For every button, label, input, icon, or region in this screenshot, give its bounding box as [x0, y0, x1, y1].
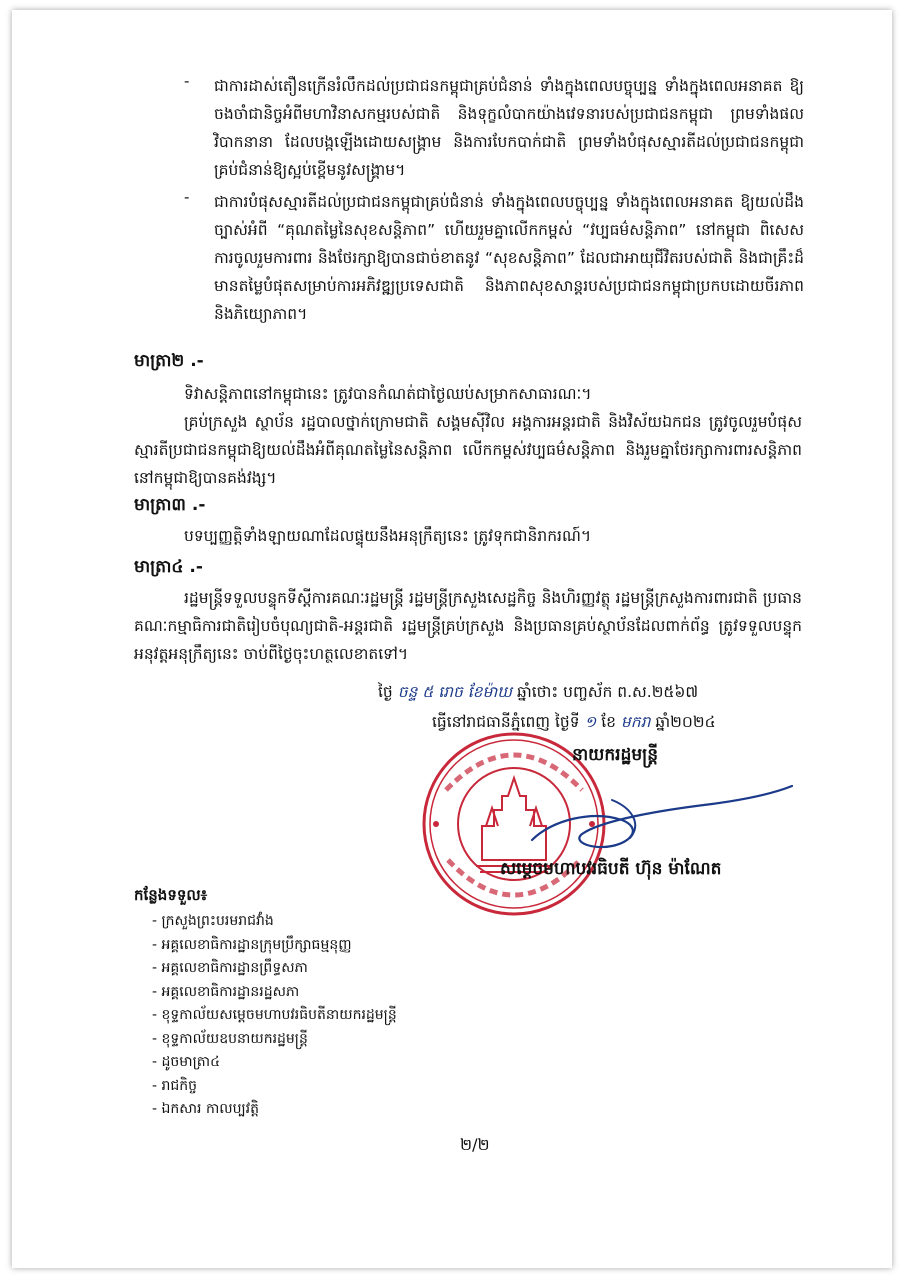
article-2-heading: មាត្រា២ .-: [134, 351, 204, 371]
bullet-item-1: [184, 72, 804, 184]
lunar-date-handwritten: ចន្ទ ៥ រោច ខែម៉ាឃ: [397, 683, 513, 701]
lunar-date-prefix: ថ្ងៃ: [378, 683, 393, 701]
list-item: - អគ្គលេខាធិការដ្ឋានព្រឹទ្ធសភា: [152, 960, 308, 976]
signature-icon: [512, 780, 802, 870]
article-2-paragraph-2: គ្រប់ក្រសួង ស្ថាប័ន រដ្ឋបាលថ្នាក់ក្រោមជាតិ សង្គមស៊ីវិល អង្គការអន្តរជាតិ និងវិស័យឯកជន ត្រូវចូលរួមបំផុសស្មារតីប្រជាជនកម្ពុជាឱ្យយល់ដឹងអំពីគុណតម្លៃនៃសន្តិភាព លើកកម្ពស់វប្បធម៌សន្តិភាព និងរួមគ្នាថែរក្សាការពារសន្តិភាពនៅកម្ពុជាឱ្យបានគង់វង្ស។: [134, 413, 802, 487]
article-2-paragraph-1: ទិវាសន្តិភាពនៅកម្ពុជានេះ ត្រូវបានកំណត់ជាថ្ងៃឈប់សម្រាកសាធារណៈ។: [184, 385, 592, 403]
bullet-item-2: [184, 188, 804, 328]
article-3-heading: មាត្រា៣ .-: [134, 495, 206, 515]
signing-month-handwritten: មករា: [620, 713, 651, 731]
signer-title: នាយករដ្ឋមន្ត្រី: [572, 745, 658, 765]
bullet-text: ជាការបំផុសស្មារតីដល់ប្រជាជនកម្ពុជាគ្រប់ជំនាន់ ទាំងក្នុងពេលបច្ចុប្បន្ន ទាំងក្នុងពេលអនាគត ឱ្យយល់ដឹងច្បាស់អំពី “គុណតម្លៃនៃសុខសន្តិភាព” ហើយរួមគ្នាលើកកម្ពស់ “វប្បធម៌សន្តិភាព” នៅកម្ពុជា ពិសេស ការចូលរួមការពារ និងថែរក្សាឱ្យបានជាច់ខាតនូវ “សុខសន្តិភាព” ដែលជាអាយុជីវិតរបស់ជាតិ និងជាគ្រឹះដ៏មានតម្លៃបំផុតសម្រាប់ការអភិវឌ្ឍប្រទេសជាតិ និងភាពសុខសាន្តរបស់ប្រជាជនកម្ពុជាប្រកបដោយចីរភាព និងភិយ្យោភាព។: [214, 193, 804, 323]
recipients-list: [152, 910, 397, 1122]
bullet-dash: -: [184, 72, 190, 90]
page-number: ២/២: [460, 1135, 490, 1154]
document-content: [12, 10, 892, 1268]
article-3-paragraph: បទប្បញ្ញត្តិទាំងឡាយណាដែលផ្ទុយនឹងអនុក្រឹត្យនេះ ត្រូវទុកជានិរាករណ៍។: [184, 527, 592, 545]
list-item: - អគ្គលេខាធិការដ្ឋានរដ្ឋសភា: [152, 983, 300, 1000]
list-item: - ខុទ្ទកាល័យឧបនាយករដ្ឋមន្ត្រី: [152, 1030, 308, 1047]
article-4-paragraph: រដ្ឋមន្ត្រីទទួលបន្ទុកទីស្តីការគណៈរដ្ឋមន្ត្រី រដ្ឋមន្ត្រីក្រសួងសេដ្ឋកិច្ច និងហិរញ្ញវត្ថុ រដ្ឋមន្ត្រីក្រសួងការពារជាតិ ប្រធានគណៈកម្មាធិការជាតិរៀបចំបុណ្យជាតិ-អន្តរជាតិ រដ្ឋមន្ត្រីគ្រប់ក្រសួង និងប្រធានគ្រប់ស្ថាប័នដែលពាក់ព័ន្ធ ត្រូវទទួលបន្ទុកអនុវត្តអនុក្រឹត្យនេះ ចាប់ពីថ្ងៃចុះហត្ថលេខាតទៅ។: [134, 589, 802, 663]
list-item: - អគ្គលេខាធិការដ្ឋានក្រុមប្រឹក្សាធម្មនុញ្ញ: [152, 936, 352, 953]
signing-year: ឆ្នាំ២០២៤: [655, 713, 716, 731]
lunar-date-line: [378, 682, 698, 705]
signing-day-handwritten: ១: [584, 713, 597, 731]
article-4-heading: មាត្រា៤ .-: [134, 557, 203, 577]
signer-name: សម្តេចមហាបវរធិបតី ហ៊ុន ម៉ាណែត: [500, 859, 722, 879]
list-item: - រាជកិច្ច: [152, 1077, 198, 1094]
bullet-text: ជាការដាស់តឿនក្រើនរំលឹកដល់ប្រជាជនកម្ពុជាគ្រប់ជំនាន់ ទាំងក្នុងពេលបច្ចុប្បន្ន ទាំងក្នុងពេលអនាគត ឱ្យចងចាំជានិច្ចអំពីមហាវិនាសកម្មរបស់ជាតិ និងទុក្ខលំបាកយ៉ាងវេទនារបស់ប្រជាជនកម្ពុជា ព្រមទាំងផលវិបាកនានា ដែលបង្កឡើងដោយសង្គ្រាម និងការបែកបាក់ជាតិ ព្រមទាំងបំផុសស្មារតីដល់ប្រជាជនកម្ពុជាគ្រប់ជំនាន់ឱ្យស្អប់ខ្ពើមនូវសង្គ្រាម។: [214, 77, 804, 179]
list-item: - ដូចមាត្រា៤: [152, 1054, 221, 1070]
signing-place: ធ្វើនៅរាជធានីភ្នំពេញ ថ្ងៃទី: [432, 713, 580, 731]
list-item: - ក្រសួងព្រះបរមរាជវាំង: [152, 913, 274, 929]
lunar-date-suffix: ឆ្នាំថោះ បញ្ចស័ក ព.ស.២៥៦៧: [516, 683, 699, 701]
recipients-heading: កន្លែងទទួល៖: [134, 886, 208, 904]
list-item: - ឯកសារ កាលប្បវត្តិ: [152, 1101, 259, 1117]
signing-month-prefix: ខែ: [601, 713, 616, 731]
list-item: - ខុទ្ទកាល័យសម្តេចមហាបវរធិបតីនាយករដ្ឋមន្ត្រី: [152, 1007, 397, 1023]
document-page: [12, 10, 892, 1268]
bullet-dash: -: [184, 188, 190, 206]
